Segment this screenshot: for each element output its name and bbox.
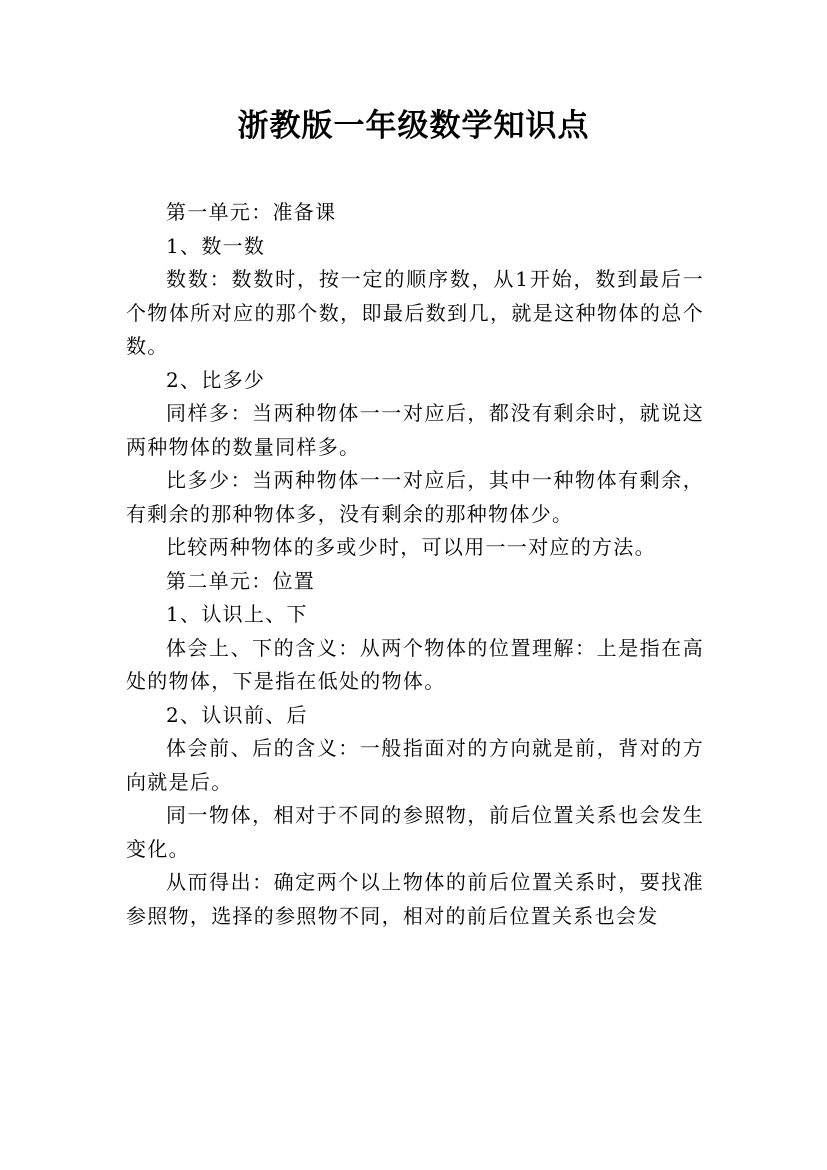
paragraph: 同样多：当两种物体一一对应后，都没有剩余时，就说这两种物体的数量同样多。 xyxy=(126,401,704,459)
paragraph: 数数：数数时，按一定的顺序数，从1开始，数到最后一个物体所对应的那个数，即最后数到几，就是这种物体的总个数。 xyxy=(126,267,704,358)
section-heading: 2、认识前、后 xyxy=(166,702,308,727)
document-body xyxy=(126,196,704,933)
paragraph: 比较两种物体的多或少时，可以用一一对应的方法。 xyxy=(166,535,656,559)
document-title: 浙教版一年级数学知识点 xyxy=(237,108,590,144)
paragraph: 体会上、下的含义：从两个物体的位置理解：上是指在高处的物体，下是指在低处的物体。 xyxy=(126,635,704,693)
paragraph: 从而得出：确定两个以上物体的前后位置关系时，要找准参照物，选择的参照物不同，相对的前后位置关系也会发 xyxy=(126,870,704,928)
paragraph: 同一物体，相对于不同的参照物，前后位置关系也会发生变化。 xyxy=(126,803,704,861)
paragraph: 体会前、后的含义：一般指面对的方向就是前，背对的方向就是后。 xyxy=(126,736,704,794)
paragraph: 比多少：当两种物体一一对应后，其中一种物体有剩余，有剩余的那种物体多，没有剩余的那种物体少。 xyxy=(126,468,704,526)
section-heading: 2、比多少 xyxy=(166,367,266,392)
section-heading: 1、数一数 xyxy=(166,233,266,258)
unit-heading: 第一单元：准备课 xyxy=(166,200,337,224)
unit-heading: 第二单元：位置 xyxy=(166,568,316,593)
section-heading: 1、认识上、下 xyxy=(166,602,308,626)
